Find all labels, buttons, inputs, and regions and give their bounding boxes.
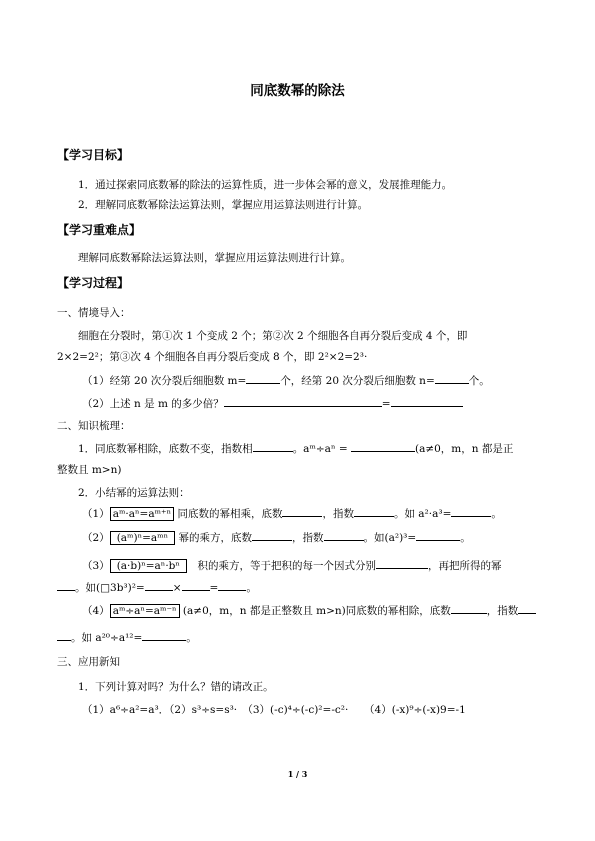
law-2-prefix: （2） xyxy=(82,532,110,544)
law-3-text-b: ，再把所得的幂 xyxy=(427,560,502,572)
law-3-blank-combine[interactable] xyxy=(57,590,75,591)
goal-item-1: 1．通过探索同底数幂的除法的运算性质，进一步体会幂的意义，发展推理能力。 xyxy=(78,179,453,191)
law-2-text-d: 。 xyxy=(460,532,471,544)
rule-1-text-c: (a≠0，m，n 都是正 xyxy=(414,443,514,455)
law-3-blank-factor-2[interactable] xyxy=(182,590,210,591)
law-2-text-c: 。如(a²)³= xyxy=(363,532,417,544)
law-1-blank-example[interactable] xyxy=(451,516,491,517)
law-3-text-d: × xyxy=(172,582,182,594)
law-3-blank-operation[interactable] xyxy=(376,568,428,569)
law-3-text-c: 。如(□3b³)²= xyxy=(75,582,145,594)
law-1-text-b: ，指数 xyxy=(322,508,354,520)
blank-ratio-expression[interactable] xyxy=(224,406,382,407)
law-3-text-e: = xyxy=(209,582,219,594)
rule-1-text-a: 1．同底数幂相除，底数不变，指数相 xyxy=(78,443,253,455)
intro-paragraph-line-1: 细胞在分裂时，第①次 1 个变成 2 个；第②次 2 个细胞各自再分裂后变成 4 个，即 xyxy=(78,330,468,342)
law-2 xyxy=(82,530,471,545)
page-title: 同底数幂的除法 xyxy=(250,83,345,99)
law-4-blank-exponent[interactable] xyxy=(518,613,536,614)
key-points-text: 理解同底数幂除法运算法则，掌握应用运算法则进行计算。 xyxy=(78,252,351,264)
law-2-text-a: 幂的乘方，底数 xyxy=(178,532,253,544)
law-4-blank-example[interactable] xyxy=(142,640,186,641)
law-4-line-1 xyxy=(82,603,536,618)
question-1-text-c: 个。 xyxy=(468,375,490,387)
law-3-blank-result[interactable] xyxy=(218,590,246,591)
law-3-line-1 xyxy=(82,558,501,573)
question-2-equals: = xyxy=(381,398,391,410)
law-1-text-d: 。 xyxy=(491,508,502,520)
blank-division-result[interactable] xyxy=(351,451,415,452)
question-1 xyxy=(82,373,490,388)
law-2-blank-base[interactable] xyxy=(252,540,292,541)
intro-paragraph-line-2: 2×2=2²；第③次 4 个细胞各自再分裂后变成 8 个，即 2²×2=2³· xyxy=(57,351,368,363)
blank-exponent-op[interactable] xyxy=(253,451,293,452)
blank-ratio-result[interactable] xyxy=(391,406,463,407)
law-2-blank-example[interactable] xyxy=(416,540,460,541)
law-3-blank-factor-1[interactable] xyxy=(145,590,173,591)
law-1-formula-box: aᵐ·aⁿ=aᵐ⁺ⁿ xyxy=(110,507,174,521)
law-4-line-2 xyxy=(57,630,197,645)
rule-1-line-2: 整数且 m>n) xyxy=(57,464,122,476)
blank-m[interactable] xyxy=(246,383,280,384)
question-2-text-a: （2）上述 n 是 m 的多少倍？ xyxy=(82,398,224,410)
law-3-line-2 xyxy=(57,580,257,595)
law-2-text-b: ，指数 xyxy=(292,532,324,544)
page-number: 1 / 3 xyxy=(287,769,308,779)
law-4-text-b: ，指数 xyxy=(486,605,519,617)
question-1-text-a: （1）经第 20 次分裂后细胞数 m= xyxy=(82,375,247,387)
question-2 xyxy=(82,396,463,411)
law-4-blank-base[interactable] xyxy=(451,613,487,614)
goal-item-2: 2．理解同底数幂除法运算法则，掌握应用运算法则进行计算。 xyxy=(78,199,369,211)
law-4-text-a: (a≠0，m，n 都是正整数且 m>n)同底数的幂相除，底数 xyxy=(182,605,451,617)
section-3-question: 1．下列计算对吗？为什么？错的请改正。 xyxy=(78,681,274,693)
rule-1-line-1 xyxy=(78,441,513,456)
law-1-text-c: 。如 a²·a³= xyxy=(393,508,452,520)
law-4-formula-box: aᵐ÷aⁿ=aᵐ⁻ⁿ xyxy=(110,604,180,618)
blank-n[interactable] xyxy=(435,383,469,384)
law-4-blank-exponent-cont[interactable] xyxy=(57,640,71,641)
law-3-prefix: （3） xyxy=(82,560,110,572)
rule-2-heading: 2．小结幂的运算法则： xyxy=(78,487,190,499)
law-3-text-a: 积的乘方，等于把积的每一个因式分别 xyxy=(197,560,376,572)
law-2-blank-exponent[interactable] xyxy=(324,540,364,541)
section-1-title: 一、情境导入： xyxy=(57,307,131,319)
law-1-blank-exponent[interactable] xyxy=(354,516,394,517)
law-4-text-d: 。 xyxy=(186,632,197,644)
law-1 xyxy=(82,506,502,521)
law-1-prefix: （1） xyxy=(82,508,110,520)
law-2-formula-box: (aᵐ)ⁿ=aᵐⁿ xyxy=(110,531,175,545)
law-4-prefix: （4） xyxy=(82,605,110,617)
law-3-formula-box: (a·b)ⁿ=aⁿ·bⁿ xyxy=(110,559,187,573)
law-4-text-c: 。如 a²⁰÷a¹²= xyxy=(71,632,143,644)
law-1-text-a: 同底数的幂相乘，底数 xyxy=(177,508,283,520)
process-heading: 【学习过程】 xyxy=(57,276,130,290)
section-3-exercise-items: （1）a⁶÷a²=a³．（2）s³÷s=s³· （3）(-c)⁴÷(-c)²=-c²· （4）(-x)⁹÷(-x)9=-1 xyxy=(82,704,466,716)
key-points-heading: 【学习重难点】 xyxy=(57,223,142,237)
goals-heading: 【学习目标】 xyxy=(57,148,130,162)
law-1-blank-base[interactable] xyxy=(282,516,322,517)
section-3-title: 三、应用新知 xyxy=(57,656,120,668)
question-1-text-b: 个，经第 20 次分裂后细胞数 n= xyxy=(280,375,435,387)
law-3-text-f: 。 xyxy=(246,582,257,594)
section-2-title: 二、知识梳理： xyxy=(57,420,131,432)
rule-1-text-b: 。aᵐ÷aⁿ = xyxy=(292,443,348,455)
